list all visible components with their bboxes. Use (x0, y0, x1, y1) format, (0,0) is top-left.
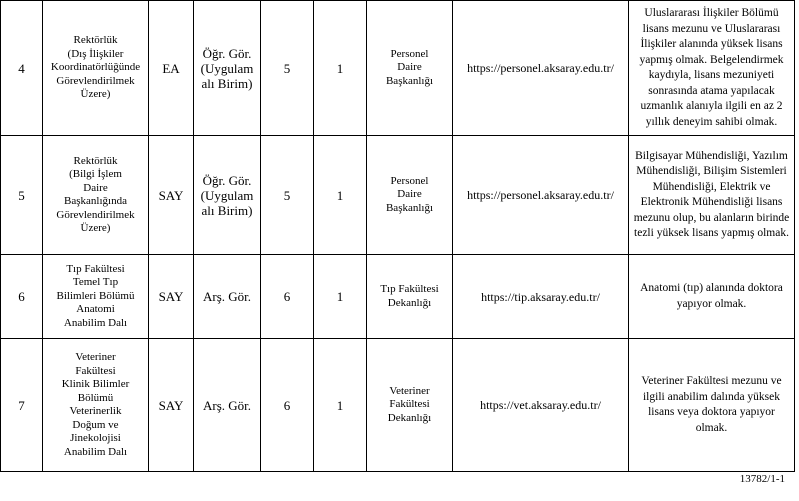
unit-name: Veteriner Fakültesi Klinik Bilimler Bölümü Veterinerlik Doğum ve Jinekolojisi Anabilim Dalı (43, 339, 149, 472)
row-number: 5 (1, 136, 43, 255)
application-url[interactable]: https://tip.aksaray.edu.tr/ (453, 255, 629, 339)
table-row (1, 255, 795, 339)
unit-name: Rektörlük (Bilgi İşlem Daire Başkanlığında Görevlendirilmek Üzere) (43, 136, 149, 255)
application-url[interactable]: https://personel.aksaray.edu.tr/ (453, 1, 629, 136)
row-number: 7 (1, 339, 43, 472)
application-office: Veteriner Fakültesi Dekanlığı (367, 339, 453, 472)
row-number: 6 (1, 255, 43, 339)
application-url[interactable]: https://vet.aksaray.edu.tr/ (453, 339, 629, 472)
staff-title: Arş. Gör. (194, 339, 261, 472)
score-type: SAY (149, 136, 194, 255)
staff-title: Arş. Gör. (194, 255, 261, 339)
degree: 5 (261, 1, 314, 136)
table-row (1, 339, 795, 472)
row-number: 4 (1, 1, 43, 136)
table-row (1, 1, 795, 136)
score-type: SAY (149, 255, 194, 339)
position-count: 1 (314, 339, 367, 472)
application-office: Personel Daire Başkanlığı (367, 136, 453, 255)
degree: 6 (261, 255, 314, 339)
document-code: 13782/1-1 (739, 473, 785, 485)
degree: 6 (261, 339, 314, 472)
unit-name: Tıp Fakültesi Temel Tıp Bilimleri Bölümü Anatomi Anabilim Dalı (43, 255, 149, 339)
degree: 5 (261, 136, 314, 255)
requirements: Anatomi (tıp) alanında doktora yapıyor olmak. (629, 255, 795, 339)
position-count: 1 (314, 1, 367, 136)
staff-title: Öğr. Gör. (Uygulam alı Birim) (194, 136, 261, 255)
requirements: Veteriner Fakültesi mezunu ve ilgili anabilim dalında yüksek lisans veya doktora yapıyor olmak. (629, 339, 795, 472)
application-office: Personel Daire Başkanlığı (367, 1, 453, 136)
application-url[interactable]: https://personel.aksaray.edu.tr/ (453, 136, 629, 255)
score-type: SAY (149, 339, 194, 472)
score-type: EA (149, 1, 194, 136)
position-count: 1 (314, 136, 367, 255)
table-row (1, 136, 795, 255)
staff-title: Öğr. Gör. (Uygulam alı Birim) (194, 1, 261, 136)
requirements: Uluslararası İlişkiler Bölümü lisans mezunu ve Uluslararası İlişkiler alanında yüksek lisans yapmış olmak. Belgelendirmek kaydıyla, lisans mezuniyeti sonrasında atama yapılacak uzmanlık alanıyla ilgili en az 2 yıllık deneyim sahibi olmak. (629, 1, 795, 136)
unit-name: Rektörlük (Dış İlişkiler Koordinatörlüğünde Görevlendirilmek Üzere) (43, 1, 149, 136)
position-count: 1 (314, 255, 367, 339)
requirements: Bilgisayar Mühendisliği, Yazılım Mühendisliği, Bilişim Sistemleri Mühendisliği, Elektrik ve Elektronik Mühendisliği lisans mezunu olup, bu alanların birinde tezli yüksek lisans yapmış olmak. (629, 136, 795, 255)
application-office: Tıp Fakültesi Dekanlığı (367, 255, 453, 339)
